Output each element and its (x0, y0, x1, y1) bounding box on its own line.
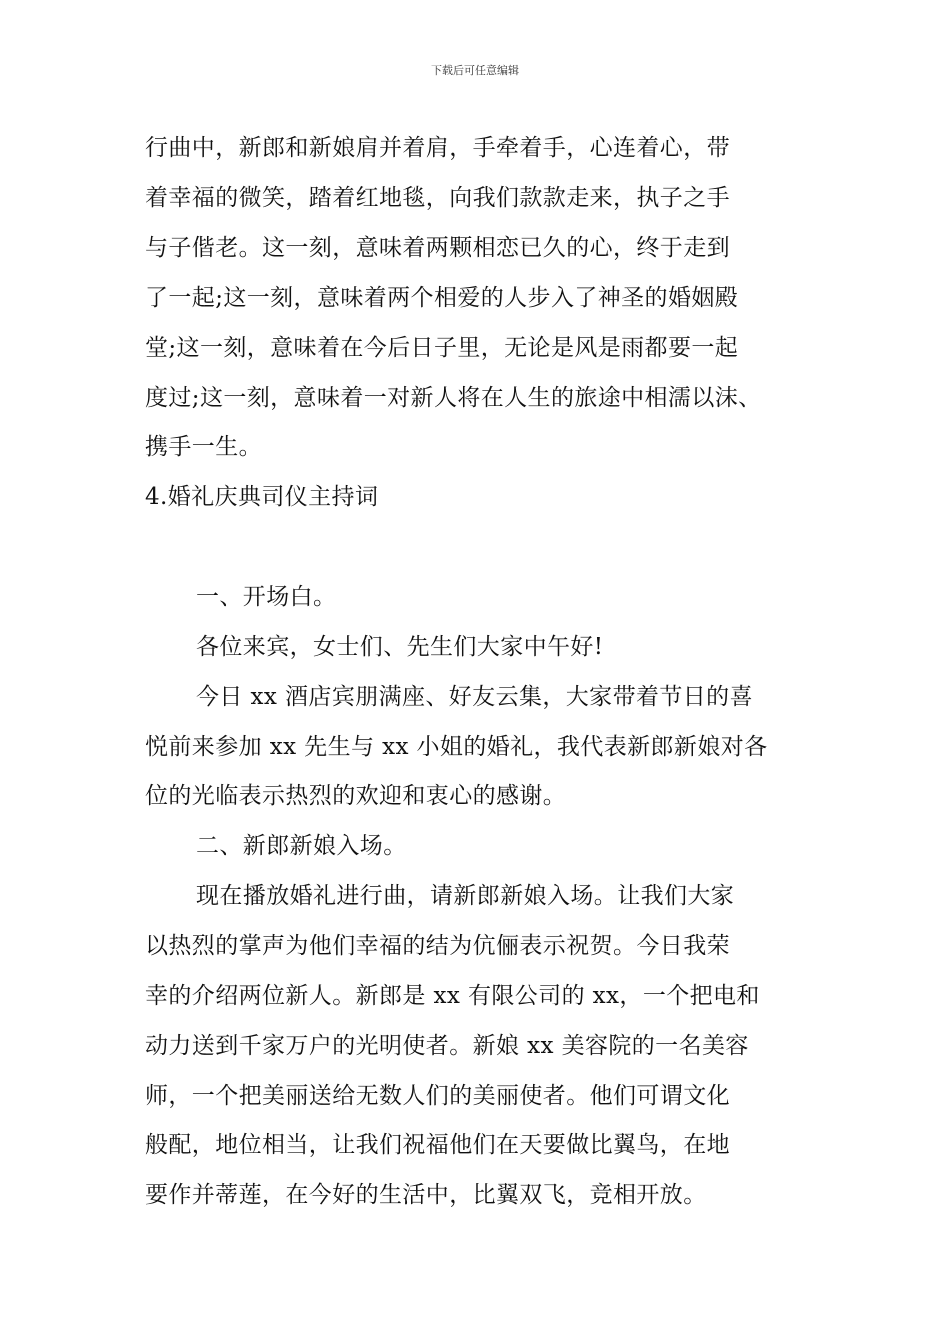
text-line: 携手一生。 (145, 434, 262, 460)
text-line: 动力送到千家万户的光明使者。新娘 xx 美容院的一名美容 (145, 1033, 749, 1059)
text-line: 师，一个把美丽送给无数人们的美丽使者。他们可谓文化 (145, 1083, 730, 1109)
text-line: 与子偕老。这一刻，意味着两颗相恋已久的心，终于走到 (145, 235, 730, 261)
subsection-heading: 二、新郎新娘入场。 (196, 833, 407, 859)
subsection-heading: 一、开场白。 (196, 584, 337, 610)
text-line: 现在播放婚礼进行曲，请新郎新娘入场。让我们大家 (196, 883, 735, 909)
section-heading: 4.婚礼庆典司仪主持词 (145, 484, 379, 510)
text-line: 要作并蒂莲，在今好的生活中，比翼双飞，竞相开放。 (145, 1182, 707, 1208)
text-line: 行曲中，新郎和新娘肩并着肩，手牵着手，心连着心，带 (145, 135, 730, 161)
text-line: 着幸福的微笑，踏着红地毯，向我们款款走来，执子之手 (145, 185, 730, 211)
text-line: 般配，地位相当，让我们祝福他们在天要做比翼鸟，在地 (145, 1132, 730, 1158)
text-line: 各位来宾，女士们、先生们大家中午好! (196, 634, 604, 660)
text-line: 堂;这一刻，意味着在今后日子里，无论是风是雨都要一起 (145, 335, 739, 361)
text-line: 悦前来参加 xx 先生与 xx 小姐的婚礼，我代表新郎新娘对各 (145, 734, 768, 760)
text-line: 以热烈的掌声为他们幸福的结为伉俪表示祝贺。今日我荣 (145, 933, 730, 959)
text-line: 今日 xx 酒店宾朋满座、好友云集，大家带着节日的喜 (196, 684, 753, 710)
text-line: 了一起;这一刻，意味着两个相爱的人步入了神圣的婚姻殿 (145, 285, 739, 311)
page-header: 下载后可任意编辑 (431, 64, 519, 77)
text-line: 幸的介绍两位新人。新郎是 xx 有限公司的 xx，一个把电和 (145, 983, 760, 1009)
text-line: 度过;这一刻，意味着一对新人将在人生的旅途中相濡以沫、 (145, 385, 762, 411)
text-line: 位的光临表示热烈的欢迎和衷心的感谢。 (145, 783, 567, 809)
